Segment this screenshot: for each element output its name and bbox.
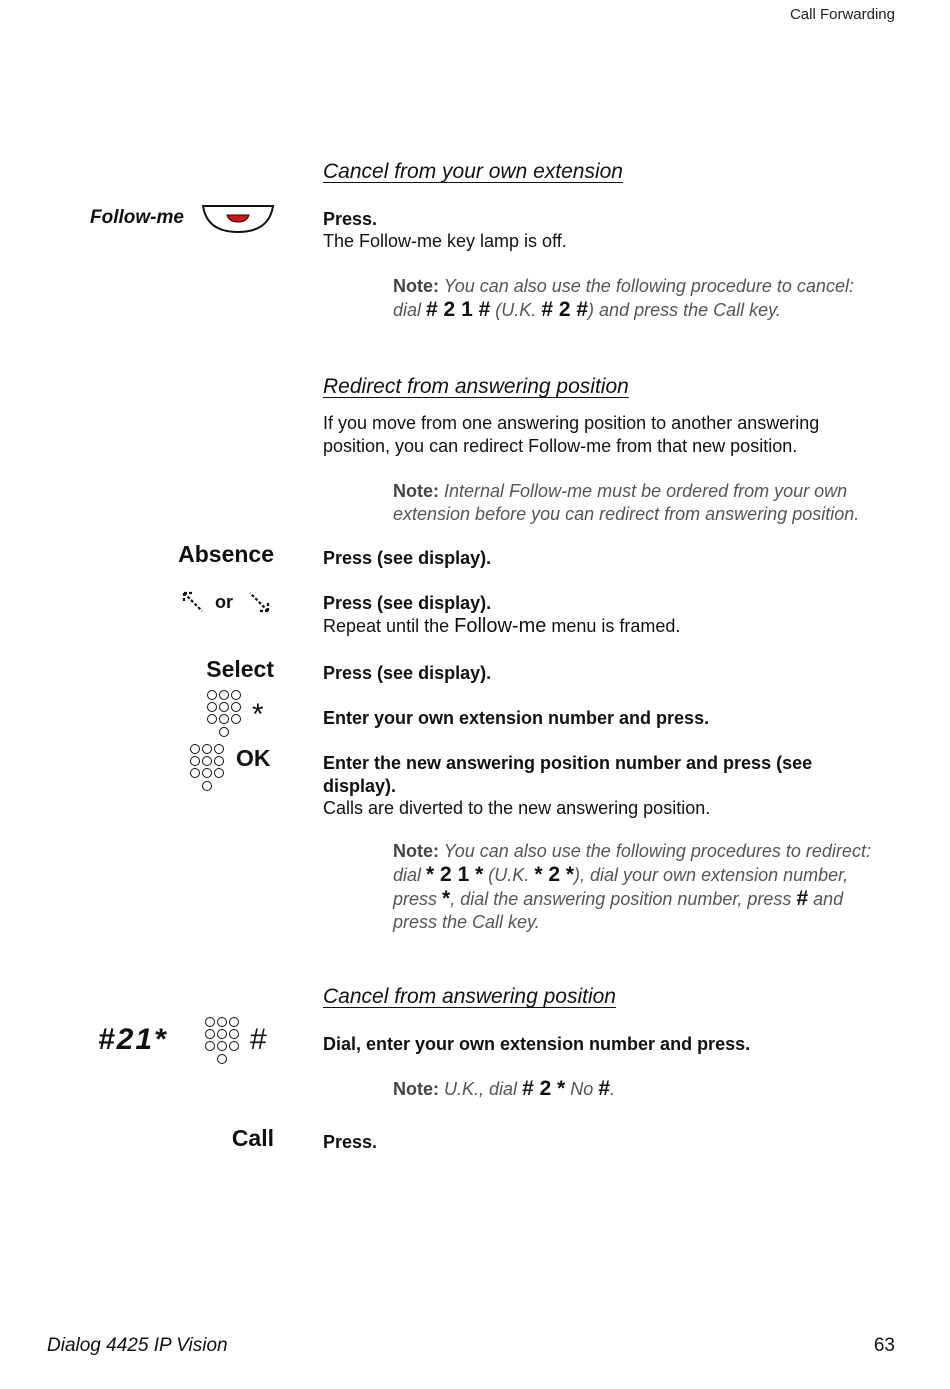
note-label: Note: — [393, 276, 439, 296]
note-redirect-procedure: Note: You can also use the following procedures to redirect: dial * 2 1 * (U.K. * 2 *), dial your own extension number, press *, dial the answering position number, press # and press the Call key. — [393, 841, 871, 932]
note-redirect-order: Note: Internal Follow-me must be ordered from your own extension before you can redirect from answering position. — [393, 481, 860, 524]
page-number: 63 — [873, 1335, 895, 1356]
step-diverted: Calls are diverted to the new answering position. — [323, 798, 711, 818]
step-repeat: Repeat until the Follow-me menu is framed. — [323, 615, 681, 637]
running-header: Call Forwarding — [789, 6, 895, 23]
step-call-press: Press. — [323, 1132, 378, 1152]
step-enter-new: Enter the new answering position number and press (see display). — [323, 753, 813, 796]
step-select: Press (see display). — [323, 663, 492, 683]
star-key-icon: * — [252, 698, 264, 731]
follow-me-label: Follow-me — [90, 207, 184, 228]
keypad-icon-3 — [202, 1015, 244, 1069]
step-scroll: Press (see display). — [323, 593, 492, 613]
call-key: Call — [231, 1125, 274, 1151]
select-key: Select — [206, 656, 274, 682]
code-cancel: # 2 1 # — [426, 298, 491, 321]
note-uk-cancel: Note: U.K., dial # 2 * No #. — [393, 1077, 616, 1100]
step-press: Press. — [323, 209, 378, 229]
footer-product: Dialog 4425 IP Vision — [47, 1335, 228, 1356]
section-title-cancel-answering: Cancel from answering position — [323, 985, 616, 1008]
redirect-intro: If you move from one answering position to another answering position, you can redirect Follow-me from that new position. — [323, 413, 820, 456]
absence-key: Absence — [178, 541, 274, 567]
step-absence: Press (see display). — [323, 548, 492, 568]
section-title-cancel-own: Cancel from your own extension — [323, 160, 623, 183]
keypad-icon — [204, 688, 246, 742]
hash-key-icon: # — [250, 1023, 267, 1056]
step-dial-cancel: Dial, enter your own extension number and press. — [323, 1034, 751, 1054]
code-cancel-uk: # 2 # — [541, 298, 589, 321]
code-prefix: #21* — [98, 1023, 168, 1056]
follow-me-key-icon — [201, 204, 275, 234]
keypad-icon-2 — [187, 742, 229, 796]
menu-name: Follow-me — [454, 615, 547, 637]
step-enter-ext: Enter your own extension number and press. — [323, 708, 710, 728]
scroll-down-icon — [246, 589, 272, 615]
scroll-up-icon — [180, 589, 206, 615]
scroll-keys: or — [180, 589, 275, 617]
follow-me-key — [90, 204, 275, 234]
ok-key: OK — [236, 745, 271, 771]
note-cancel-own: Note: You can also use the following procedure to cancel: dial # 2 1 # (U.K. # 2 #) and press the Call key. — [393, 276, 854, 321]
step-lamp-off: The Follow-me key lamp is off. — [323, 231, 567, 251]
section-title-redirect: Redirect from answering position — [323, 375, 629, 398]
